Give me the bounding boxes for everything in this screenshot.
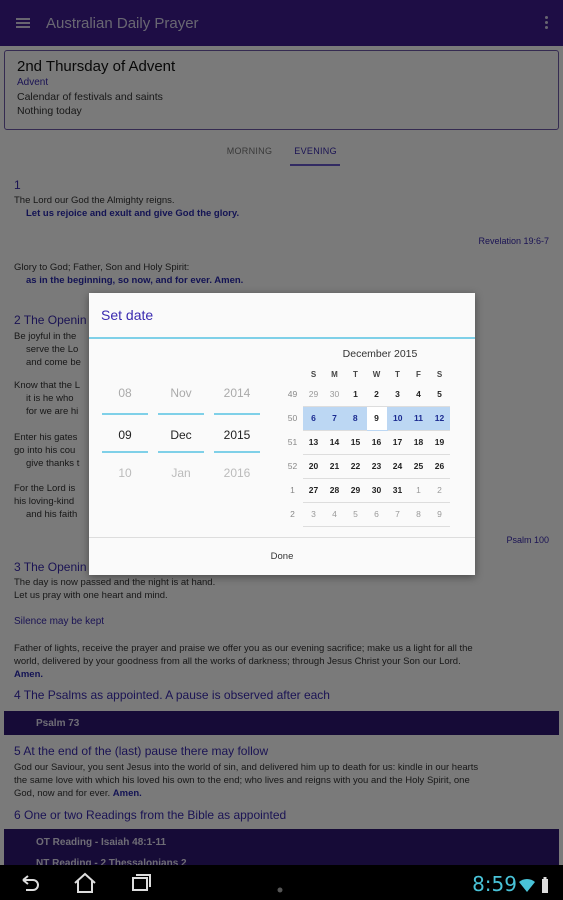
month-current[interactable]: Dec <box>158 413 204 453</box>
calendar-day[interactable]: 3 <box>387 382 408 406</box>
day-next[interactable]: 10 <box>118 466 132 480</box>
month-spinner[interactable] <box>158 373 204 493</box>
calendar-day[interactable]: 25 <box>408 454 429 478</box>
back-icon[interactable] <box>18 871 42 895</box>
calendar-day[interactable]: 7 <box>387 502 408 526</box>
calendar-day[interactable]: 19 <box>429 430 450 454</box>
calendar-day[interactable]: 4 <box>324 502 345 526</box>
dialog-divider <box>89 337 475 339</box>
calendar-day[interactable]: 8 <box>345 406 366 430</box>
done-button[interactable]: Done <box>89 537 475 575</box>
battery-icon <box>540 874 550 898</box>
nav-dot-icon <box>276 878 284 900</box>
calendar-day[interactable]: 31 <box>387 478 408 502</box>
calendar-view[interactable] <box>282 348 460 527</box>
calendar-week-selected <box>282 406 450 430</box>
year-next[interactable]: 2016 <box>223 466 251 480</box>
calendar-day[interactable]: 5 <box>345 502 366 526</box>
calendar-day[interactable]: 21 <box>324 454 345 478</box>
calendar-week <box>282 502 450 526</box>
week-number-header <box>282 366 303 382</box>
calendar-day[interactable]: 23 <box>366 454 387 478</box>
calendar-day[interactable]: 27 <box>303 478 324 502</box>
calendar-day[interactable]: 12 <box>429 406 450 430</box>
calendar-day[interactable]: 26 <box>429 454 450 478</box>
calendar-day[interactable]: 2 <box>366 382 387 406</box>
weekday-header: T <box>395 369 400 379</box>
weekday-header: W <box>372 369 381 379</box>
calendar-day[interactable]: 13 <box>303 430 324 454</box>
recent-apps-icon[interactable] <box>128 871 154 895</box>
week-number: 1 <box>290 485 295 495</box>
calendar-day[interactable]: 4 <box>408 382 429 406</box>
calendar-day[interactable]: 14 <box>324 430 345 454</box>
calendar-week <box>282 430 450 454</box>
calendar-day[interactable]: 15 <box>345 430 366 454</box>
calendar-grid <box>282 366 450 527</box>
calendar-day[interactable]: 17 <box>387 430 408 454</box>
calendar-day[interactable]: 8 <box>408 502 429 526</box>
day-spinner[interactable] <box>102 373 148 493</box>
set-date-dialog <box>89 293 475 575</box>
week-number: 49 <box>287 389 298 399</box>
calendar-day[interactable]: 11 <box>408 406 429 430</box>
calendar-day[interactable]: 10 <box>387 406 408 430</box>
weekday-header: M <box>331 369 338 379</box>
calendar-day[interactable]: 18 <box>408 430 429 454</box>
calendar-week <box>282 478 450 502</box>
calendar-day[interactable]: 30 <box>366 478 387 502</box>
calendar-day[interactable]: 5 <box>429 382 450 406</box>
week-number: 2 <box>290 509 295 519</box>
calendar-day[interactable]: 1 <box>345 382 366 406</box>
calendar-day[interactable]: 7 <box>324 406 345 430</box>
calendar-week <box>282 454 450 478</box>
calendar-week <box>282 382 450 406</box>
weekday-header: T <box>353 369 358 379</box>
calendar-day[interactable]: 16 <box>366 430 387 454</box>
dialog-title: Set date <box>101 307 154 323</box>
calendar-day[interactable]: 6 <box>303 406 324 430</box>
year-spinner[interactable] <box>214 373 260 493</box>
system-nav-bar <box>0 865 563 900</box>
weekday-header: F <box>416 369 421 379</box>
calendar-day[interactable]: 28 <box>324 478 345 502</box>
weekday-header: S <box>310 369 317 379</box>
calendar-day[interactable]: 9 <box>429 502 450 526</box>
calendar-month-label: December 2015 <box>342 348 418 360</box>
calendar-day[interactable]: 29 <box>345 478 366 502</box>
week-number: 50 <box>287 413 298 423</box>
calendar-day[interactable]: 6 <box>366 502 387 526</box>
calendar-day[interactable]: 24 <box>387 454 408 478</box>
home-icon[interactable] <box>72 871 98 895</box>
weekday-header: S <box>436 369 443 379</box>
wifi-icon <box>518 873 536 897</box>
calendar-day-selected[interactable]: 9 <box>366 406 387 430</box>
day-current[interactable]: 09 <box>102 413 148 453</box>
calendar-day[interactable]: 3 <box>303 502 324 526</box>
calendar-day[interactable]: 30 <box>324 382 345 406</box>
calendar-day[interactable]: 1 <box>408 478 429 502</box>
calendar-day[interactable]: 29 <box>303 382 324 406</box>
week-number: 51 <box>287 437 298 447</box>
calendar-day[interactable]: 20 <box>303 454 324 478</box>
year-current[interactable]: 2015 <box>214 413 260 453</box>
day-prev[interactable]: 08 <box>118 386 132 400</box>
month-next[interactable]: Jan <box>171 466 191 480</box>
status-clock: 8:59 <box>472 872 517 896</box>
week-number: 52 <box>287 461 298 471</box>
month-prev[interactable]: Nov <box>170 386 192 400</box>
year-prev[interactable]: 2014 <box>223 386 251 400</box>
calendar-day[interactable]: 2 <box>429 478 450 502</box>
calendar-day[interactable]: 22 <box>345 454 366 478</box>
